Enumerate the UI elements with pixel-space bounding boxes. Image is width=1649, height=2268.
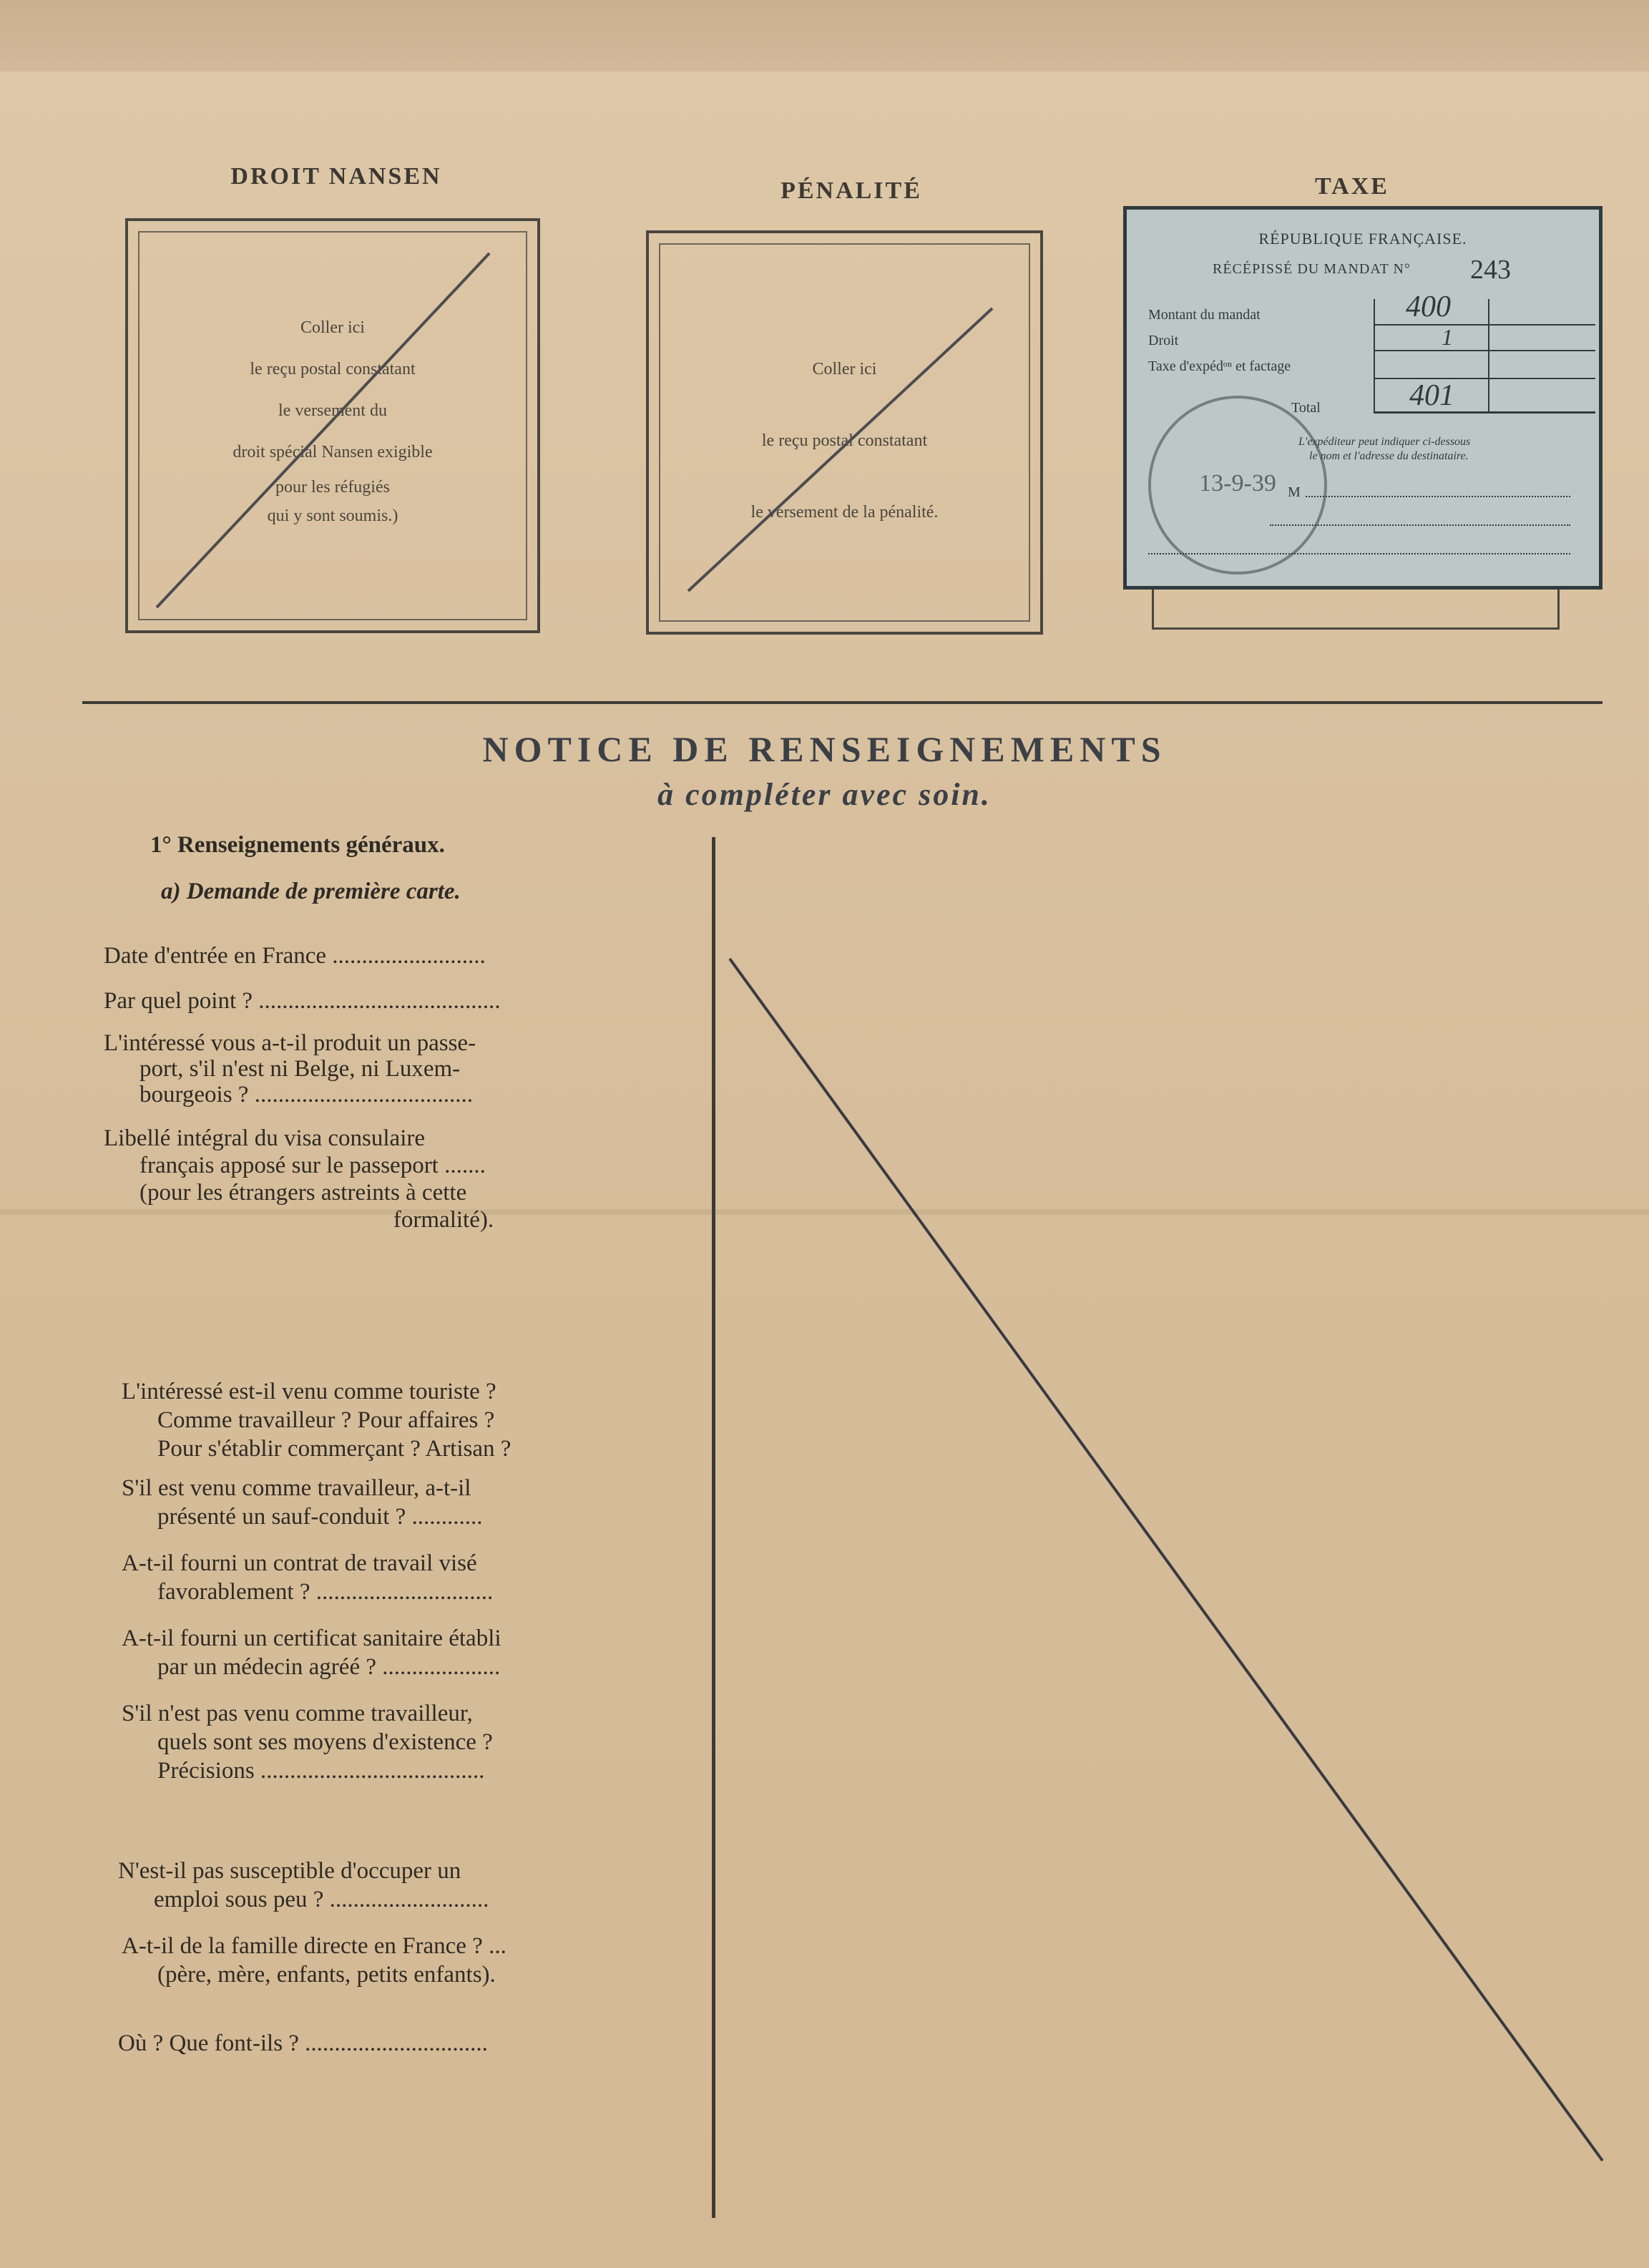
question-line: S'il n'est pas venu comme travailleur, (122, 1701, 473, 1726)
question-entry-date (104, 941, 698, 971)
question-line: présenté un sauf-conduit ? ............ (157, 1504, 483, 1530)
question-line: Date d'entrée en France .......................... (104, 943, 486, 969)
question-line: quels sont ses moyens d'existence ? (157, 1729, 493, 1755)
question-line: (père, mère, enfants, petits enfants). (157, 1962, 496, 1988)
question-line: port, s'il n'est ni Belge, ni Luxem- (140, 1056, 461, 1082)
receipt-note: le nom et l'adresse du destinataire. (1309, 450, 1469, 462)
question-employment (118, 1857, 701, 1914)
penalite-line: le versement de la pénalité. (750, 503, 939, 522)
question-line: Libellé intégral du visa consulaire (104, 1125, 426, 1151)
question-line: A-t-il fourni un contrat de travail visé (122, 1550, 477, 1576)
question-passport (104, 1030, 698, 1108)
question-line: (pour les étrangers astreints à cette (140, 1180, 467, 1206)
section-subheading: a) Demande de première carte. (161, 879, 461, 904)
notice-title: NOTICE DE RENSEIGNEMENTS (482, 729, 1167, 769)
question-line: français apposé sur le passeport ....... (140, 1153, 486, 1178)
penalite-line: Coller ici (812, 360, 877, 378)
question-family-location (118, 2028, 701, 2058)
receipt-amount-value: 400 (1406, 290, 1451, 323)
receipt-address-label: M (1288, 484, 1301, 500)
question-health-certificate (122, 1624, 701, 1681)
question-safe-conduct (122, 1474, 701, 1531)
penalite-line: le reçu postal constatant (761, 431, 928, 450)
nansen-line: droit spécial Nansen exigible (233, 443, 433, 461)
question-visa (104, 1125, 698, 1233)
receipt-fee-value: 1 (1442, 324, 1453, 350)
question-line: A-t-il fourni un certificat sanitaire établi (122, 1626, 501, 1651)
question-entry-point (104, 986, 698, 1016)
nansen-line: Coller ici (300, 318, 365, 337)
notice-subtitle: à compléter avec soin. (657, 777, 992, 812)
nansen-line: qui y sont soumis.) (267, 507, 398, 525)
question-line: L'intéressé est-il venu comme touriste ? (122, 1379, 496, 1404)
nansen-line: le reçu postal constatant (250, 360, 416, 378)
question-line: bourgeois ? ..................................... (140, 1082, 473, 1108)
section-heading: 1° Renseignements généraux. (150, 832, 445, 858)
receipt-note: L'expéditeur peut indiquer ci-dessous (1298, 436, 1471, 448)
question-purpose (122, 1377, 701, 1463)
receipt-header: RÉPUBLIQUE FRANÇAISE. (1258, 230, 1467, 248)
taxe-title: TAXE (1315, 173, 1389, 200)
question-line: Pour s'établir commerçant ? Artisan ? (157, 1436, 512, 1462)
receipt-row-label: Montant du mandat (1148, 307, 1261, 323)
penalite-title: PÉNALITÉ (781, 177, 922, 204)
question-line: L'intéressé vous a-t-il produit un passe- (104, 1030, 476, 1056)
question-line: formalité). (393, 1207, 494, 1233)
question-line: Précisions ...................................... (157, 1758, 485, 1784)
question-line: emploi sous peu ? ........................... (154, 1887, 489, 1912)
question-line: A-t-il de la famille directe en France ? ... (122, 1933, 507, 1959)
nansen-title: DROIT NANSEN (230, 163, 442, 190)
postmark-date: 13-9-39 (1199, 470, 1276, 497)
question-line: S'il est venu comme travailleur, a-t-il (122, 1475, 471, 1501)
nansen-line: pour les réfugiés (275, 478, 390, 497)
question-line: par un médecin agréé ? .................... (157, 1654, 501, 1680)
question-line: favorablement ? .............................. (157, 1579, 494, 1605)
question-line: Par quel point ? ......................................... (104, 988, 501, 1014)
receipt-number: 243 (1470, 255, 1511, 285)
question-means-of-living (122, 1699, 701, 1785)
question-line: Où ? Que font-ils ? ............................... (118, 2030, 488, 2056)
question-line: N'est-il pas susceptible d'occuper un (118, 1858, 461, 1884)
receipt-total-value: 401 (1409, 379, 1454, 412)
question-work-contract (122, 1549, 701, 1606)
question-family (122, 1932, 701, 1989)
nansen-line: le versement du (278, 401, 387, 420)
receipt-row-label: Taxe d'expédᵒⁿ et factage (1148, 358, 1291, 374)
receipt-row-label: Droit (1148, 333, 1179, 348)
receipt-row-label: Total (1291, 400, 1321, 416)
question-line: Comme travailleur ? Pour affaires ? (157, 1407, 495, 1433)
receipt-subheader: RÉCÉPISSÉ DU MANDAT N° (1213, 261, 1411, 277)
